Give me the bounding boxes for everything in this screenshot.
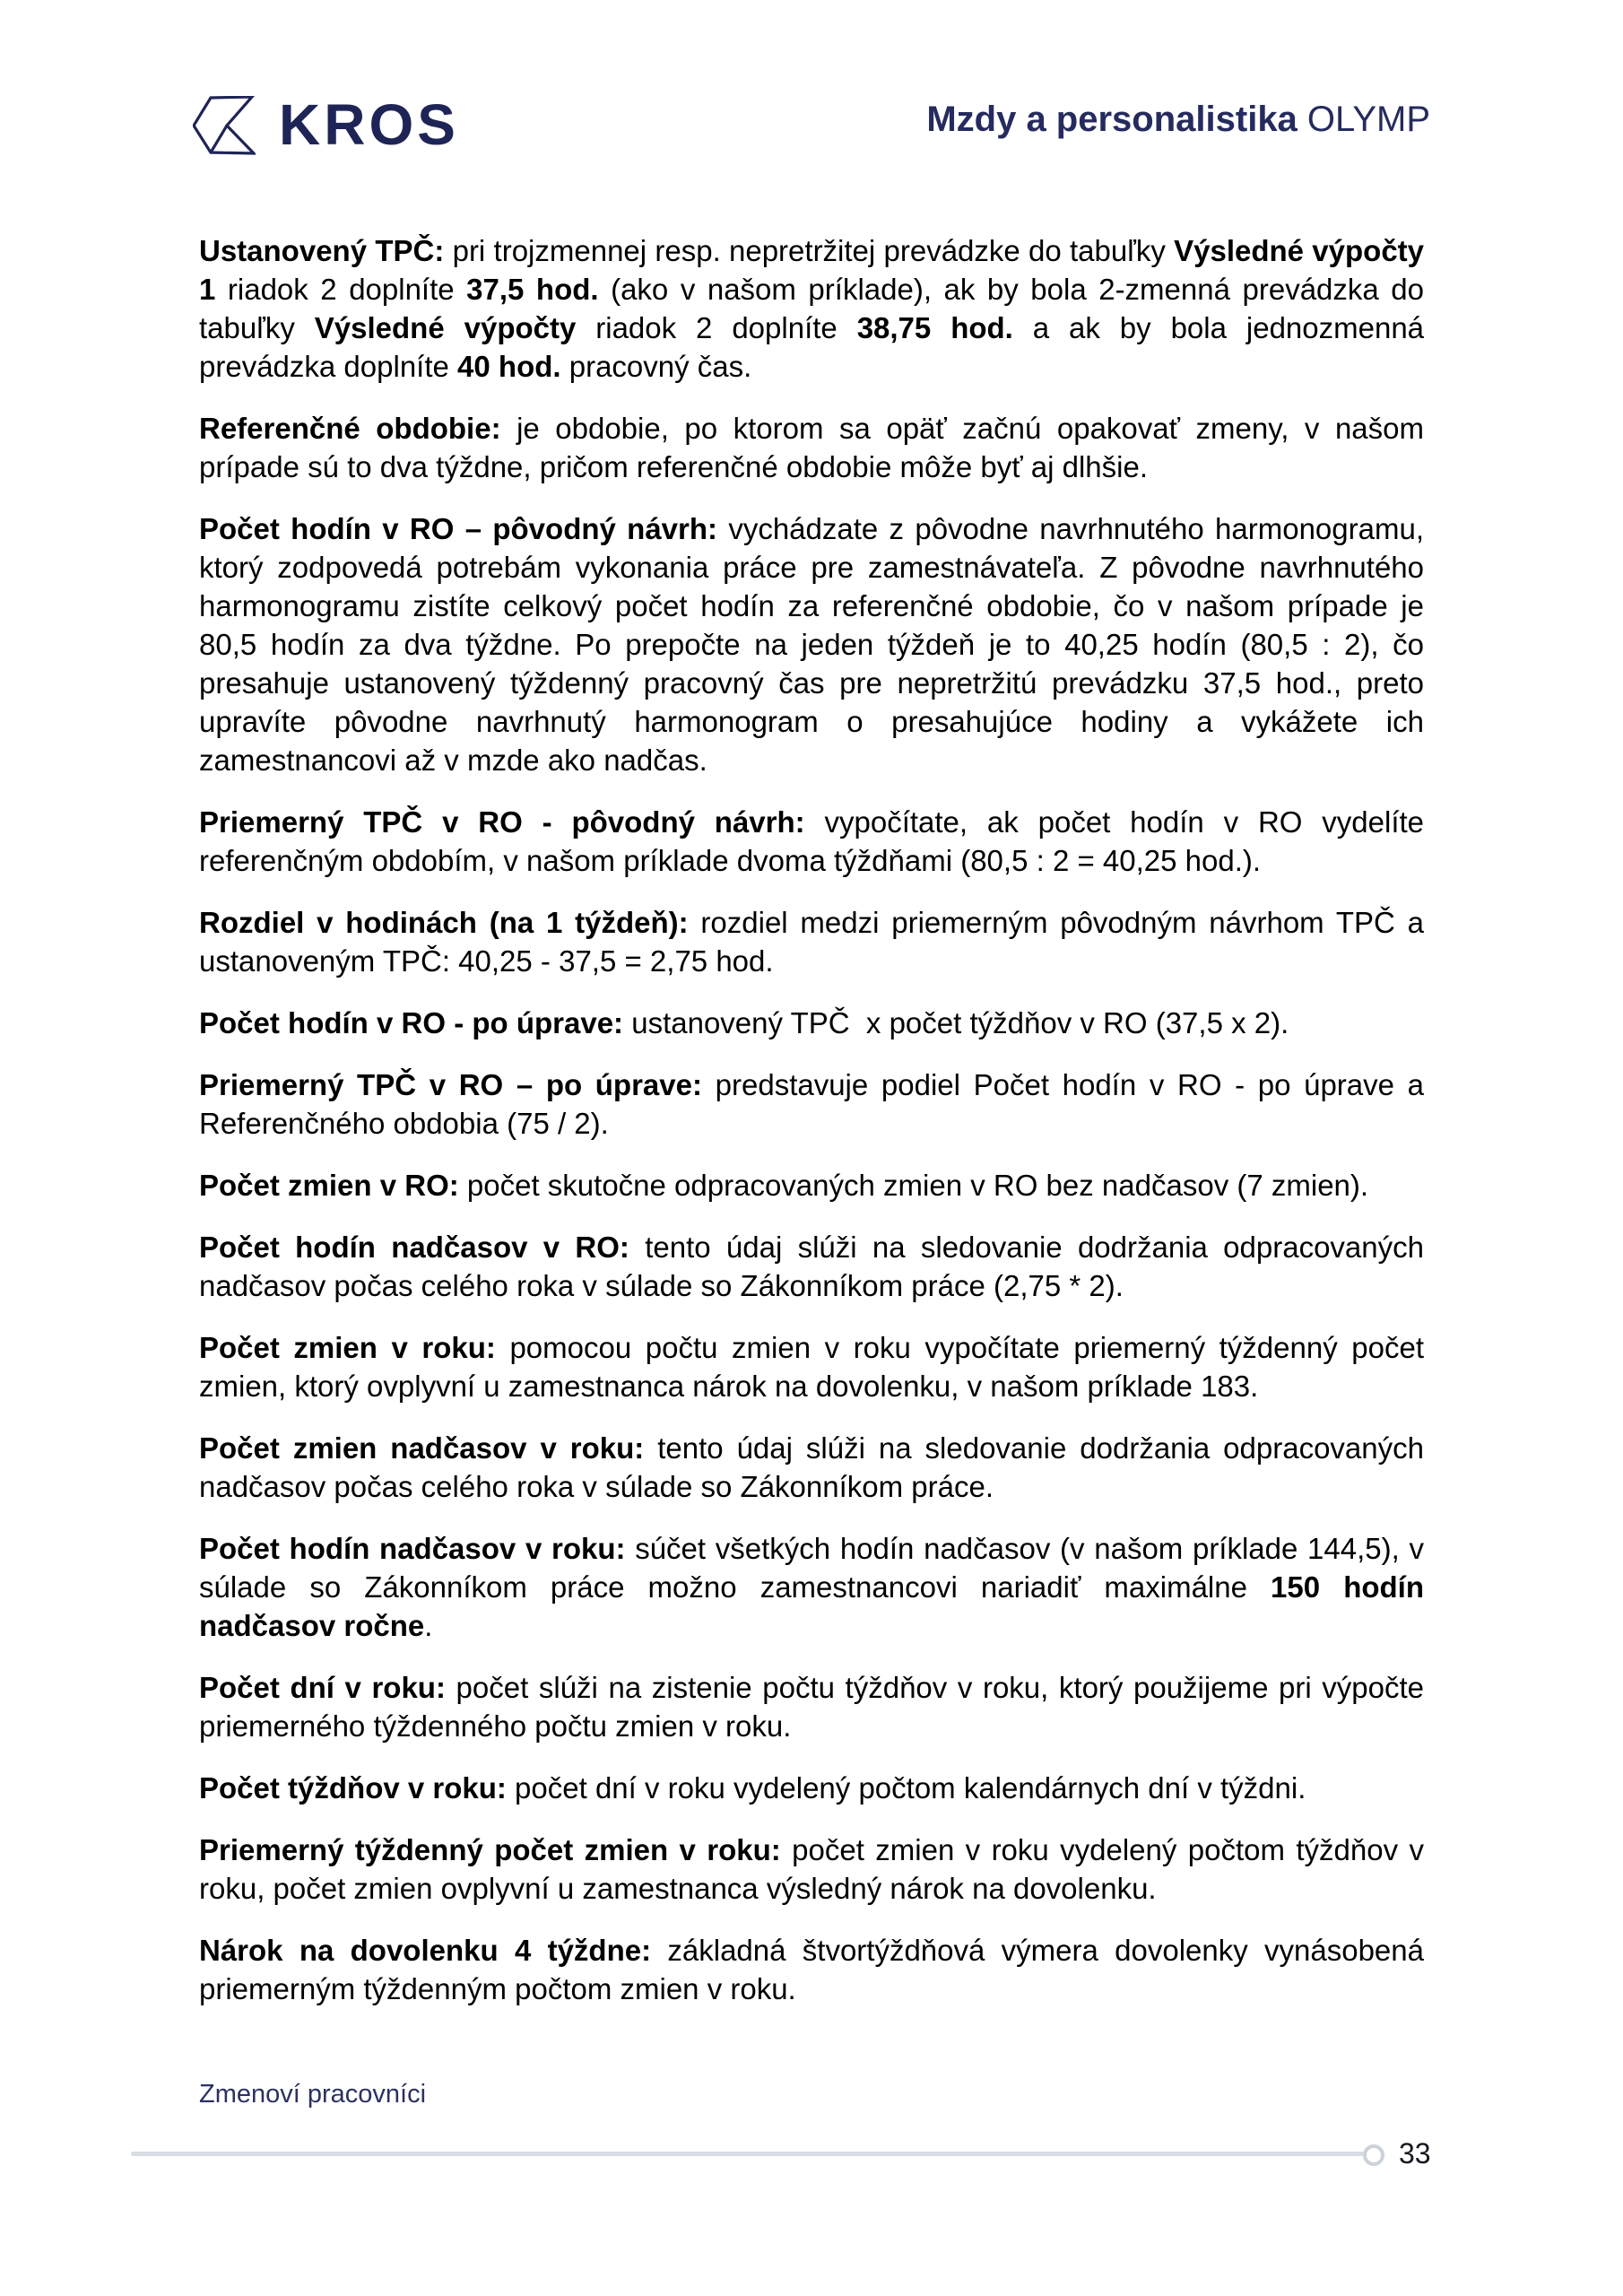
bold-run: Ustanovený TPČ: bbox=[199, 234, 445, 267]
paragraph-pocet-hodin-v-ro-povodny-navrh bbox=[199, 509, 1424, 779]
footer-divider bbox=[131, 2152, 1364, 2156]
paragraph-priemerny-tyzdenny-pocet-zmien bbox=[199, 1831, 1424, 1908]
text-run: počet slúži na zistenie počtu týždňov v roku, ktorý použijeme pri výpočte priemerného týždenného počtu zmien v roku. bbox=[199, 1671, 1424, 1743]
bold-run: Výsledné výpočty bbox=[314, 311, 577, 344]
page-header bbox=[193, 93, 1430, 156]
text-run: súčet všetkých hodín nadčasov (v našom príklade 144,5), v súlade so Zákonníkom práce možno zamestnancovi nariadiť maximálne bbox=[199, 1532, 1424, 1604]
kros-mark-icon bbox=[193, 96, 256, 155]
text-run: počet dní v roku vydelený počtom kalendárnych dní v týždni. bbox=[506, 1771, 1306, 1805]
paragraph-pocet-zmien-v-roku bbox=[199, 1328, 1424, 1405]
text-run: . bbox=[424, 1609, 433, 1642]
paragraph-pocet-tyzdnov-v-roku bbox=[199, 1769, 1424, 1807]
product-title-regular: OLYMP bbox=[1297, 100, 1430, 139]
bold-run: 38,75 hod. bbox=[856, 311, 1013, 344]
paragraph-pocet-zmien-v-ro bbox=[199, 1166, 1424, 1205]
text-run: (ako v našom príklade), ak by bola 2-zmenná prevádzka do tabuľky bbox=[199, 273, 1424, 344]
paragraph-ustanoveny-tpc bbox=[199, 231, 1424, 386]
text-run: predstavuje podiel Počet hodín v RO - po úprave a Referenčného obdobia (75 / 2). bbox=[199, 1068, 1424, 1140]
bold-run: Počet hodín nadčasov v RO: bbox=[199, 1231, 629, 1264]
brand-text: KROS bbox=[279, 92, 459, 157]
bold-run: 40 hod. bbox=[457, 350, 561, 383]
bold-run: Počet týždňov v roku: bbox=[199, 1771, 507, 1805]
text-run: rozdiel medzi priemerným pôvodným návrhom TPČ a ustanoveným TPČ: 40,25 - 37,5 = 2,75 hod. bbox=[199, 906, 1424, 978]
bold-run: Počet zmien v roku: bbox=[199, 1331, 496, 1364]
text-run: počet zmien v roku vydelený počtom týždňov v roku, počet zmien ovplyvní u zamestnanca výsledný nárok na dovolenku. bbox=[199, 1833, 1424, 1905]
bold-run: Počet hodín v RO - po úprave: bbox=[199, 1006, 624, 1039]
paragraph-narok-na-dovolenku bbox=[199, 1931, 1424, 2008]
page-number: 33 bbox=[1399, 2137, 1431, 2170]
text-run: základná štvortýždňová výmera dovolenky vynásobená priemerným týždenným počtom zmien v roku. bbox=[199, 1934, 1424, 2005]
bold-run: Počet hodín nadčasov v roku: bbox=[199, 1532, 626, 1565]
text-run: je obdobie, po ktorom sa opäť začnú opakovať zmeny, v našom prípade sú to dva týždne, pričom referenčné obdobie môže byť aj dlhšie. bbox=[199, 412, 1424, 483]
bold-run: Priemerný TPČ v RO - pôvodný návrh: bbox=[199, 805, 805, 839]
text-run: tento údaj slúži na sledovanie dodržania odpracovaných nadčasov počas celého roka v súlade so Zákonníkom práce (2,75 * 2). bbox=[199, 1231, 1424, 1302]
paragraph-priemerny-tpc-v-ro-po-uprave bbox=[199, 1065, 1424, 1143]
text-run: riadok 2 doplníte bbox=[576, 311, 857, 344]
product-title bbox=[926, 99, 1430, 140]
bold-run: Priemerný TPČ v RO – po úprave: bbox=[199, 1068, 702, 1101]
document-body bbox=[199, 231, 1424, 2031]
text-run: počet skutočne odpracovaných zmien v RO bez nadčasov (7 zmien). bbox=[458, 1169, 1369, 1202]
text-run: pomocou počtu zmien v roku vypočítate priemerný týždenný počet zmien, ktorý ovplyvní u zamestnanca nárok na dovolenku, v našom príklade 183. bbox=[199, 1331, 1424, 1403]
kros-logo bbox=[193, 93, 459, 156]
bold-run: Výsledné výpočty 1 bbox=[199, 234, 1425, 306]
bold-run: Rozdiel v hodinách (na 1 týždeň): bbox=[199, 906, 689, 939]
text-run: riadok 2 doplníte bbox=[215, 273, 467, 306]
text-run: vychádzate z pôvodne navrhnutého harmonogramu, ktorý zodpovedá potrebám vykonania práce pre zamestnávateľa. Z pôvodne navrhnutého harmonogramu zistíte celkový počet hodín za referenčné obdobie, čo v našom prípade je 80,5 hodín za dva týždne. Po prepočte na jeden týždeň je to 40,25 hodín (80,5 : 2), čo presahuje ustanovený týždenný pracovný čas pre nepretržitú prevádzku 37,5 hod., preto upravíte pôvodne navrhnutý harmonogram o presahujúce hodiny a vykážete ich zamestnancovi až v mzde ako nadčas. bbox=[199, 512, 1424, 777]
paragraph-pocet-hodin-nadcasov-v-roku bbox=[199, 1529, 1424, 1645]
text-run: pri trojzmennej resp. nepretržitej prevádzke do tabuľky bbox=[444, 234, 1175, 267]
circle-marker-icon bbox=[1363, 2144, 1384, 2166]
bold-run: 37,5 hod. bbox=[466, 273, 599, 306]
paragraph-pocet-dni-v-roku bbox=[199, 1668, 1424, 1745]
text-run: ustanovený TPČ x počet týždňov v RO (37,5 x 2). bbox=[623, 1006, 1289, 1039]
bold-run: Počet dní v roku: bbox=[199, 1671, 446, 1704]
bold-run: Počet hodín v RO – pôvodný návrh: bbox=[199, 512, 718, 545]
paragraph-rozdiel-v-hodinach bbox=[199, 903, 1424, 980]
bold-run: Priemerný týždenný počet zmien v roku: bbox=[199, 1833, 781, 1866]
paragraph-pocet-hodin-v-ro-po-uprave bbox=[199, 1004, 1424, 1042]
product-title-bold: Mzdy a personalistika bbox=[926, 100, 1298, 139]
text-run: tento údaj slúži na sledovanie dodržania odpracovaných nadčasov počas celého roka v súlade so Zákonníkom práce. bbox=[199, 1431, 1424, 1503]
bold-run: 150 hodín nadčasov ročne bbox=[199, 1570, 1424, 1642]
bold-run: Počet zmien nadčasov v roku: bbox=[199, 1431, 645, 1465]
footer-section-label: Zmenoví pracovníci bbox=[199, 2080, 427, 2109]
paragraph-pocet-zmien-nadcasov-v-roku bbox=[199, 1429, 1424, 1506]
text-run: vypočítate, ak počet hodín v RO vydelíte referenčným obdobím, v našom príklade dvoma týždňami (80,5 : 2 = 40,25 hod.). bbox=[199, 805, 1425, 877]
paragraph-referencne-obdobie bbox=[199, 409, 1424, 486]
bold-run: Nárok na dovolenku 4 týždne: bbox=[199, 1934, 652, 1967]
text-run: pracovný čas. bbox=[560, 350, 752, 383]
paragraph-pocet-hodin-nadcasov-v-ro bbox=[199, 1228, 1424, 1305]
bold-run: Referenčné obdobie: bbox=[199, 412, 501, 445]
text-run: a ak by bola jednozmenná prevádzka doplníte bbox=[199, 311, 1425, 383]
paragraph-priemerny-tpc-v-ro-povodny-navrh bbox=[199, 803, 1424, 880]
bold-run: Počet zmien v RO: bbox=[199, 1169, 459, 1202]
